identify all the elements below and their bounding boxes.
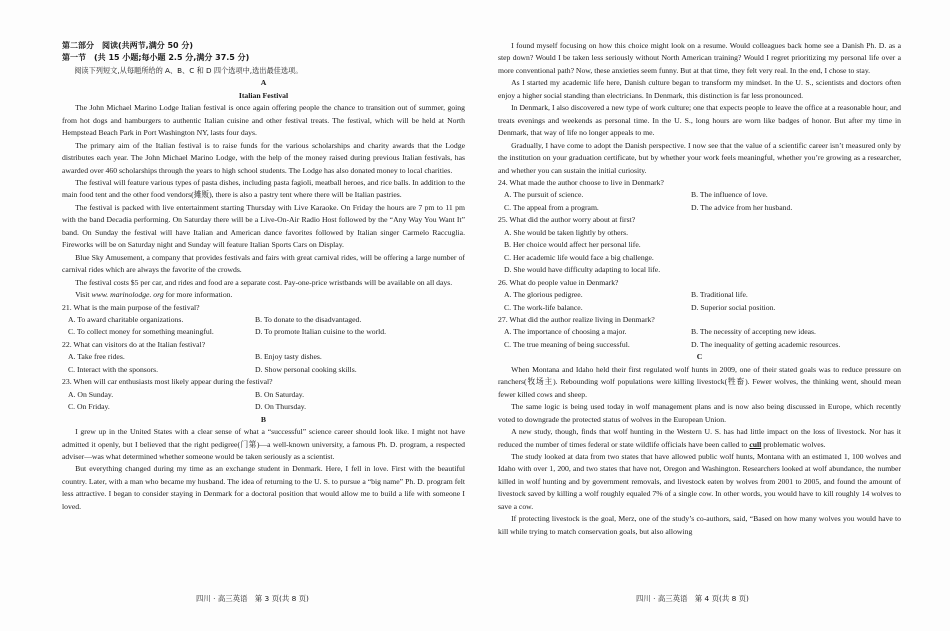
option: D. To promote Italian cuisine to the world.	[255, 327, 387, 337]
option: D. The inequality of getting academic resources.	[691, 339, 841, 349]
options-row	[62, 364, 465, 376]
option: B. Enjoy tasty dishes.	[255, 352, 322, 362]
question-23: 23. When will car enthusiasts most likely appear during the festival?	[62, 377, 273, 387]
visit-suffix: for more information.	[165, 290, 233, 300]
question-26: 26. What do people value in Denmark?	[498, 277, 619, 287]
question-24: 24. What made the author choose to live in Denmark?	[498, 177, 664, 187]
options-row	[498, 189, 901, 201]
question-21: 21. What is the main purpose of the festival?	[62, 302, 200, 312]
option: C. The appeal from a program.	[504, 202, 599, 212]
question-25: 25. What did the author worry about at first?	[498, 215, 636, 225]
options-row	[62, 401, 465, 413]
passage-a-title: Italian Festival	[238, 90, 289, 100]
option: D. Superior social position.	[691, 302, 776, 312]
paragraph: Gradually, I have come to adopt the Danish perspective. I now see that the value of a scientific career isn’t measured only by the institution on your graduation certificate, but by whether your work feels meaningful, whether you’re growing as a researcher, and whether you can sustain the initial curiosity.	[498, 140, 901, 175]
options-row	[498, 202, 901, 214]
paragraph: I found myself focusing on how this choice might look on a resume. Would colleagues back home see a Danish Ph. D. as a step down? Would I be taken less seriously without North American training? Would I regret prioritizing my personal life over a more conventional path? Now, these anxieties seem funny. But at that time, they felt very real. In the end, I chose to stay.	[498, 41, 901, 75]
option: B. To donate to the disadvantaged.	[255, 314, 362, 324]
option: D. The advice from her husband.	[691, 202, 793, 212]
option: C. The work-life balance.	[504, 302, 583, 312]
question-22: 22. What can visitors do at the Italian festival?	[62, 339, 206, 349]
paragraph: The festival is packed with live entertainment starting Thursday with Live Karaoke. On Friday the hours are 7 pm to 11 pm with the band Decadia performing. On Saturday there will be a Live-On-Air Radio Host followed by the “Any Way You Want It” band. On Sunday the festival will have Italian and American dance favorites followed by Italian singer Carmelo Raccuglia. Fireworks will be on Saturday night and Sunday will feature Italian Sports Cars on Display.	[62, 202, 465, 250]
text: A new study, though, finds that wolf hunting in the Western U. S. has had little impact on the loss of livestock. Nor has it reduced the number of times federal or state wildlife officials have been called to	[498, 427, 901, 449]
options-row	[498, 302, 901, 314]
page-footer-right: 四川 · 高三英语 第 4 页(共 8 页)	[636, 594, 749, 603]
option: B. Her choice would affect her personal life.	[504, 240, 641, 250]
section-title: 第二部分 阅读(共两节,满分 50 分)	[62, 41, 194, 50]
paragraph: If protecting livestock is the goal, Merz, one of the study’s co-authors, said, “Based on how many wolves you would have to kill while trying to match conservation goals, but also allowing	[498, 514, 901, 536]
option: B. On Saturday.	[255, 389, 305, 399]
option: A. On Sunday.	[68, 389, 114, 399]
option: A. She would be taken lightly by others.	[504, 227, 629, 237]
website-link: www. marinolodge. org	[91, 290, 164, 300]
options-row	[62, 351, 465, 363]
instruction: 阅读下列短文,从每题所给的 A、B、C 和 D 四个选项中,选出最佳选项。	[74, 65, 303, 75]
passage-a-letter: A	[260, 78, 267, 88]
option: D. Show personal cooking skills.	[255, 364, 357, 374]
visit-prefix: Visit	[75, 290, 90, 300]
options-row	[62, 314, 465, 326]
passage-b-letter: B	[260, 414, 267, 424]
passage-c-letter: C	[696, 352, 703, 362]
option: C. The true meaning of being successful.	[504, 339, 630, 349]
text: problematic wolves.	[763, 439, 826, 449]
option: B. Traditional life.	[691, 290, 748, 300]
question-27: 27. What did the author realize living in Denmark?	[498, 314, 655, 324]
paragraph: The festival costs $5 per car, and rides and food are a separate cost. Pay-one-price wristbands will be available on all days.	[75, 277, 453, 287]
paragraph: The study looked at data from two states that have allowed public wolf hunts, Montana with an estimated 1, 100 wolves and Idaho with over 1, 200, and two states that have not, Oregon and Washington. Researchers looked at wolf abundance, the number killed in wolf hunting and by government removals, and livestock eaten by wolves from 2001 to 2005, and found the amount of livestock saved by killing a wolf roughly equaled 7% of a single cow. In other words, you would have to kill roughly 14 wolves to save a cow.	[498, 451, 901, 511]
paragraph: The John Michael Marino Lodge Italian festival is once again offering people the chance to transition out of summer, going from hot dogs and hamburgers to authentic Italian cuisine and other festival treats. The festival, which will be held at North Hempstead Beach Park in Port Washington NY, lasts four days.	[62, 103, 465, 138]
paragraph: Blue Sky Amusement, a company that provides festivals and fairs with great carnival rides, will be offering a large number of carnival rides which are always the favorite of the crowds.	[62, 252, 465, 275]
paragraph: The primary aim of the Italian festival is to raise funds for the various scholarships and charity awards that the Lodge distributes each year. The John Michael Marino Lodge, with the help of the money raised during previous Italian festivals, has awarded over 460 scholarships through the years to high school students. The Lodge has also donated money to local charities.	[62, 140, 465, 175]
options-row	[498, 289, 901, 301]
paragraph: In Denmark, I also discovered a new type of work culture; one that expects people to leave the office at a reasonable hour, and treats evenings and weekends as personal time. In the U. S., long hours are worn like badges of honor. But after my time in Denmark, that way of life no longer appeals to me.	[498, 103, 901, 138]
option: A. To award charitable organizations.	[68, 314, 184, 324]
options-row	[62, 326, 465, 338]
left-column	[62, 40, 465, 513]
option: D. She would have difficulty adapting to local life.	[504, 265, 661, 275]
option: A. The importance of choosing a major.	[504, 327, 627, 337]
option: D. On Thursday.	[255, 402, 307, 412]
underlined-word: cull	[749, 439, 762, 449]
option: A. The pursuit of science.	[504, 190, 584, 200]
option: C. Her academic life would face a big challenge.	[504, 252, 654, 262]
option: A. Take free rides.	[68, 352, 125, 362]
page-footer-left: 四川 · 高三英语 第 3 页(共 8 页)	[196, 594, 309, 603]
option: C. To collect money for something meaningful.	[68, 327, 214, 337]
option: A. The glorious pedigree.	[504, 290, 583, 300]
options-row	[62, 389, 465, 401]
option: B. The necessity of accepting new ideas.	[691, 327, 816, 337]
paragraph	[498, 426, 901, 451]
paragraph: When Montana and Idaho held their first regulated wolf hunts in 2009, one of their stated goals was to reduce pressure on ranchers(牧场主). Rebounding wolf populations were killing livestock(牲畜). Fewer wolves, the thinking went, should mean fewer killed cows and sheep.	[498, 364, 901, 399]
option: B. The influence of love.	[691, 190, 768, 200]
subsection-title: 第一节 (共 15 小题;每小题 2.5 分,满分 37.5 分)	[62, 53, 250, 63]
right-column	[498, 40, 901, 538]
paragraph: I grew up in the United States with a clear sense of what a “successful” science career should look like. I might not have admitted it openly, but I believed that the right pedigree(门第)—a well-known university, a famous Ph. D. program, a respected adviser—was what determined whether someone would be taken seriously as a scientist.	[62, 427, 465, 461]
options-row	[498, 326, 901, 338]
paragraph: The festival will feature various types of pasta dishes, including pasta fagioli, meatball heroes, and rice balls. In addition to the main food tent and the other food vendors(摊贩), there is also a pastry tent where there will be Italian pastries.	[62, 177, 465, 200]
options-row	[498, 339, 901, 351]
visit-line	[62, 289, 465, 301]
paragraph: The same logic is being used today in wolf management plans and is now also being discussed in Europe, which recently voted to downgrade the protected status of wolves in the European Union.	[498, 402, 901, 424]
paragraph: As I started my academic life here, Danish culture began to transform my mindset. In the U. S., scientists and doctors often enjoy a higher social standing than electricians. In Denmark, this distinction is far less pronounced.	[498, 78, 901, 100]
paragraph: But everything changed during my time as an exchange student in Denmark. Here, I fell in love. First with the beautiful country. Later, with a man who became my husband. The idea of returning to the U. S. to pursue a “big name” Ph. D. program felt less attractive. I began to consider staying in Denmark for a doctoral position that would allow me to build a life with someone I loved.	[62, 464, 465, 511]
option: C. On Friday.	[68, 402, 110, 412]
option: C. Interact with the sponsors.	[68, 364, 159, 374]
